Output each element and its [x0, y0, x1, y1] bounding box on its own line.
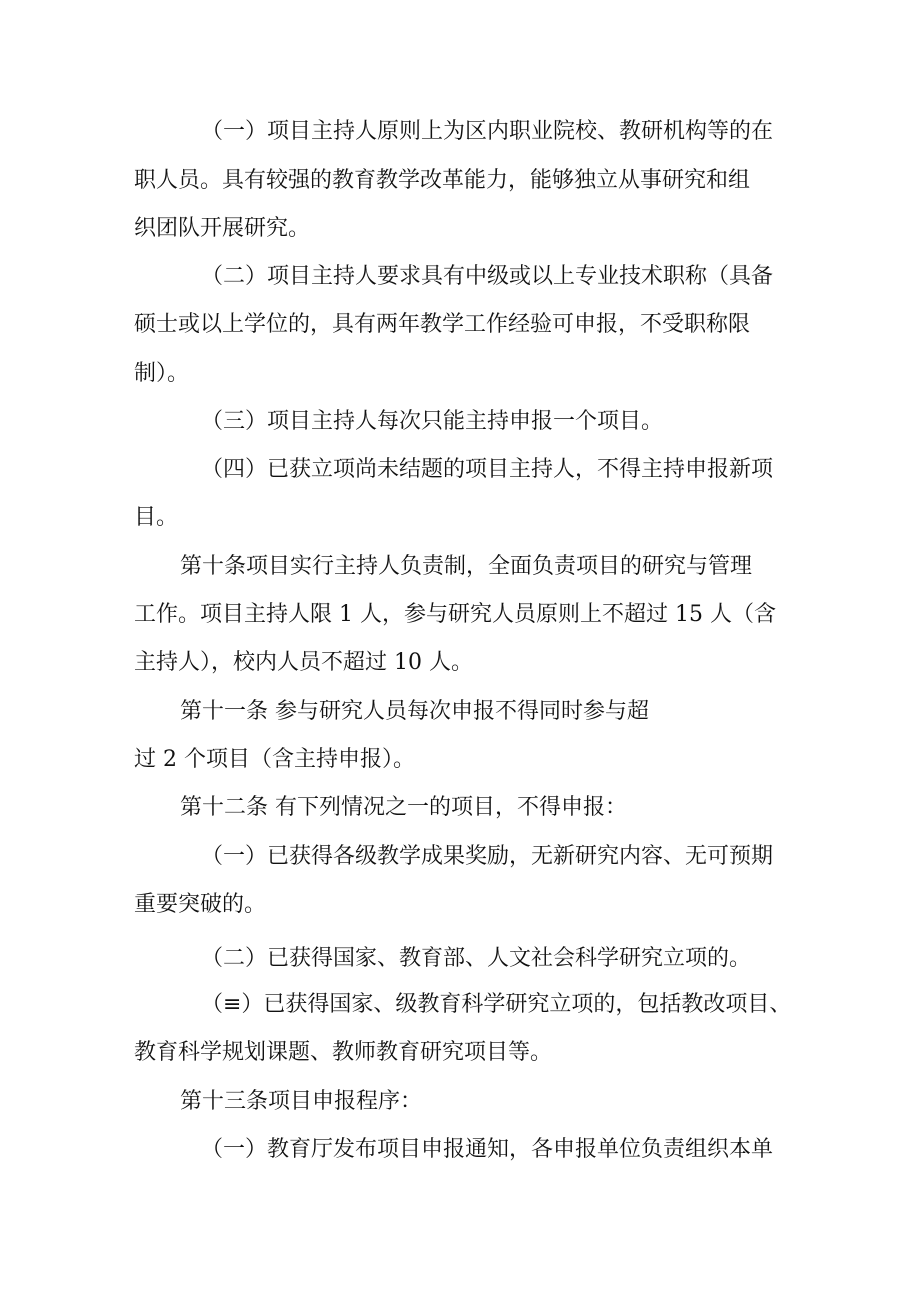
text-line: 硕士或以上学位的，具有两年教学工作经验可申报，不受职称限 — [134, 312, 751, 337]
text-line: （三）项目主持人每次只能主持申报一个项目。 — [201, 409, 664, 434]
text-line: （≡）已获得国家、级教育科学研究立项的，包括教改项目、 — [201, 992, 792, 1017]
text-line: 重要突破的。 — [134, 892, 267, 917]
text-line: 过 2 个项目（含主持申报）。 — [134, 747, 415, 772]
text-line: 第十二条 有下列情况之一的项目，不得申报： — [180, 795, 627, 820]
text-line: 第十条项目实行主持人负责制，全面负责项目的研究与管理 — [180, 554, 753, 579]
text-line: 工作。项目主持人限 1 人，参与研究人员原则上不超过 15 人（含 — [134, 602, 776, 627]
text-line: （二）已获得国家、教育部、人文社会科学研究立项的。 — [201, 946, 752, 971]
text-line: 第十一条 参与研究人员每次申报不得同时参与超 — [180, 699, 649, 724]
text-line: 织团队开展研究。 — [134, 216, 311, 241]
text-line: 主持人），校内人员不超过 10 人。 — [134, 650, 473, 675]
text-line: 目。 — [134, 505, 179, 530]
text-line: 第十三条项目申报程序： — [180, 1089, 423, 1114]
text-line: （一）项目主持人原则上为区内职业院校、教研机构等的在 — [201, 119, 774, 144]
text-line: （四）已获立项尚未结题的项目主持人，不得主持申报新项 — [201, 457, 774, 482]
text-line: （一）已获得各级教学成果奖励，无新研究内容、无可预期 — [201, 844, 774, 869]
text-line: 教育科学规划课题、教师教育研究项目等。 — [134, 1040, 553, 1065]
text-line: 职人员。具有较强的教育教学改革能力，能够独立从事研究和组 — [134, 168, 751, 193]
text-line: （二）项目主持人要求具有中级或以上专业技术职称（具备 — [201, 264, 774, 289]
text-line: 制）。 — [134, 361, 190, 386]
text-line: （一）教育厅发布项目申报通知，各申报单位负责组织本单 — [201, 1137, 774, 1162]
